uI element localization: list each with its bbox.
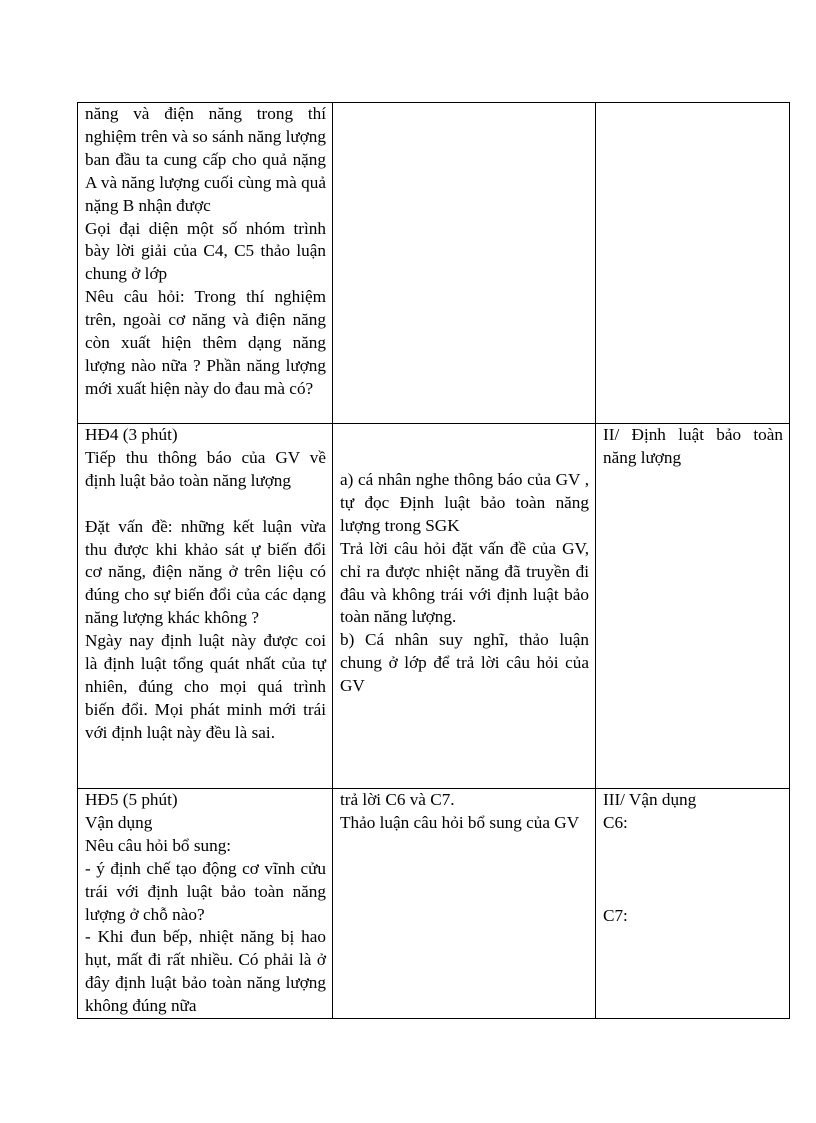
student-paragraph: trả lời C6 và C7. bbox=[340, 790, 455, 809]
student-activity-cell bbox=[333, 103, 596, 424]
teacher-activity-cell bbox=[78, 789, 333, 1019]
section-heading: III/ Vận dụng bbox=[603, 790, 697, 809]
teacher-paragraph: - Khi đun bếp, nhiệt năng bị hao hụt, mất đi rất nhiều. Có phải là ở đây định luật bảo toàn năng lượng không đúng nữa bbox=[85, 927, 326, 1016]
teacher-paragraph: Nêu câu hỏi bổ sung: bbox=[85, 835, 232, 855]
lesson-plan-table bbox=[77, 102, 790, 1019]
content-cell bbox=[596, 103, 790, 424]
table-row bbox=[78, 103, 790, 424]
teacher-activity-cell bbox=[78, 103, 333, 424]
student-paragraph: b) Cá nhân suy nghĩ, thảo luận chung ở lớp để trả lời câu hỏi của GV bbox=[340, 630, 589, 696]
student-activity-cell bbox=[333, 789, 596, 1019]
question-label-c6: C6: bbox=[603, 812, 628, 832]
activity-heading: HĐ5 (5 phút) bbox=[85, 790, 178, 809]
teacher-paragraph: Tiếp thu thông báo của GV về định luật bảo toàn năng lượng bbox=[85, 447, 326, 490]
teacher-paragraph: năng và điện năng trong thí nghiệm trên và so sánh năng lượng ban đầu ta cung cấp cho quả nặng A và năng lượng cuối cùng mà quả nặng B nhận được bbox=[85, 104, 326, 215]
section-heading: II/ Định luật bảo toàn năng lượng bbox=[603, 425, 783, 467]
student-activity-cell bbox=[333, 424, 596, 789]
student-paragraph: a) cá nhân nghe thông báo của GV , tự đọc Định luật bảo toàn năng lượng trong SGK bbox=[340, 470, 589, 535]
content-cell bbox=[596, 424, 790, 789]
content-cell bbox=[596, 789, 790, 1019]
teacher-paragraph: Đặt vấn đề: những kết luận vừa thu được khi khảo sát ự biến đổi cơ năng, điện năng ở trên liệu có đúng cho sự biến đổi của các dạng năng lượng khác không ? bbox=[85, 516, 326, 628]
teacher-paragraph: Ngày nay định luật này được coi là định luật tổng quát nhất của tự nhiên, đúng cho mọi quá trình biến đổi. Mọi phát minh mới trái với định luật này đều là sai. bbox=[85, 631, 326, 742]
student-paragraph: Thảo luận câu hỏi bổ sung của GV bbox=[340, 812, 580, 832]
table-row bbox=[78, 789, 790, 1019]
teacher-paragraph: Vận dụng bbox=[85, 812, 153, 832]
teacher-paragraph: Gọi đại diện một số nhóm trình bày lời giải của C4, C5 thảo luận chung ở lớp bbox=[85, 218, 326, 284]
teacher-paragraph: - ý định chế tạo động cơ vĩnh cửu trái với định luật bảo toàn năng lượng ở chỗ nào? bbox=[85, 858, 326, 924]
table-row bbox=[78, 424, 790, 789]
activity-heading: HĐ4 (3 phút) bbox=[85, 425, 178, 444]
teacher-activity-cell bbox=[78, 424, 333, 789]
student-paragraph: Trả lời câu hỏi đặt vấn đề của GV, chỉ ra được nhiệt năng đã truyền đi đâu và không trái với định luật bảo toàn năng lượng. bbox=[340, 538, 589, 627]
question-label-c7: C7: bbox=[603, 905, 628, 925]
teacher-paragraph: Nêu câu hỏi: Trong thí nghiệm trên, ngoài cơ năng và điện năng còn xuất hiện thêm dạng năng lượng nào nữa ? Phần năng lượng mới xuất hiện này do đau mà có? bbox=[85, 287, 326, 398]
